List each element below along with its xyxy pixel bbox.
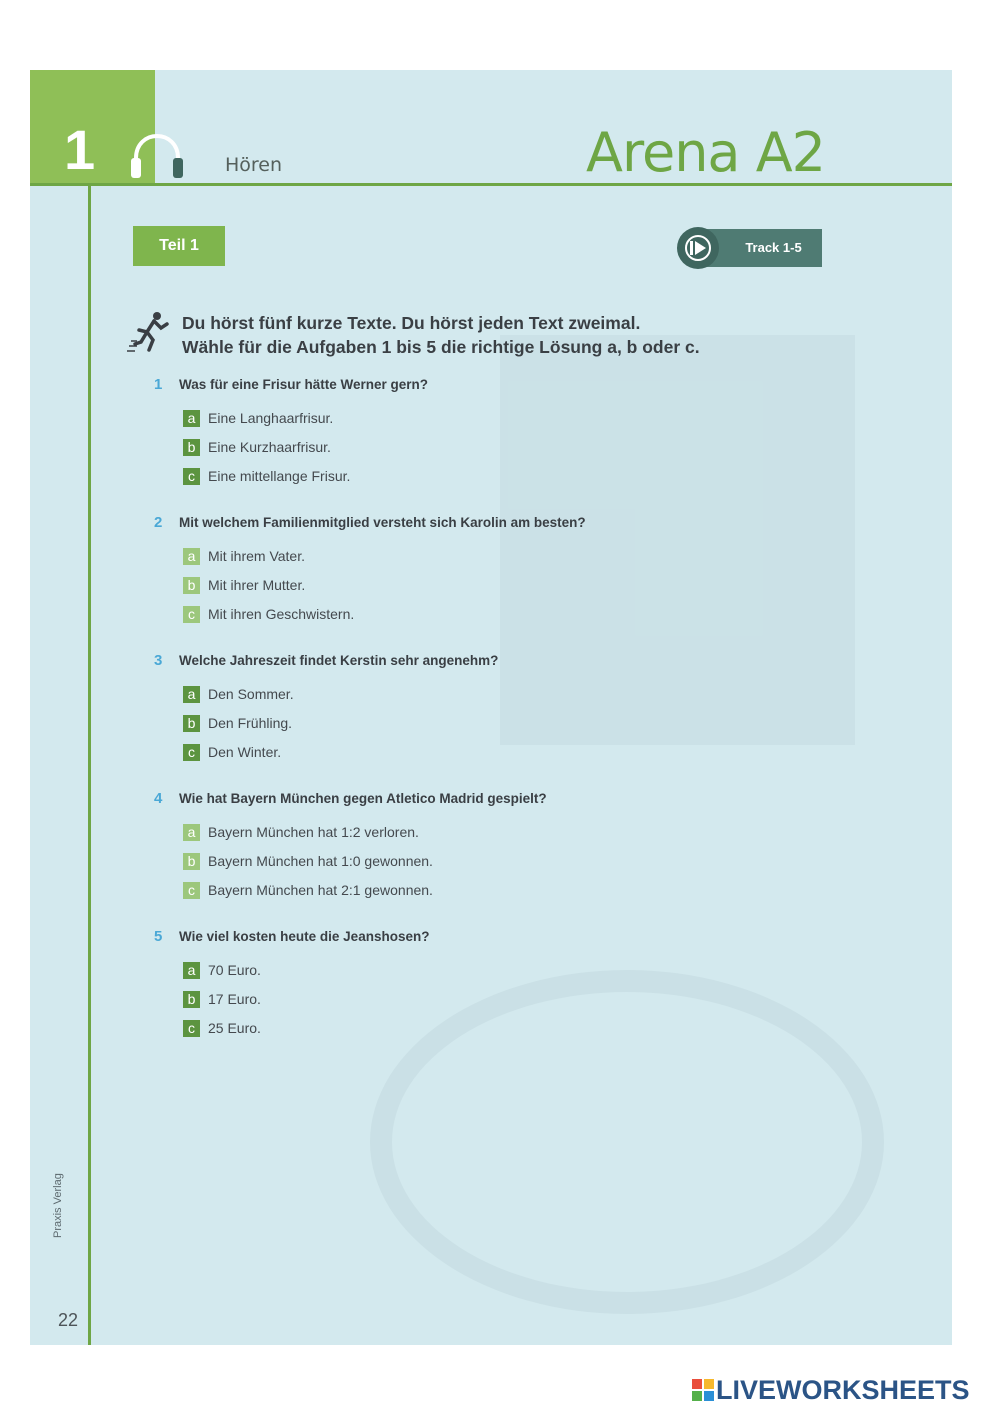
option-text: Mit ihrer Mutter.	[208, 577, 306, 593]
option-text: Eine Langhaarfrisur.	[208, 410, 334, 426]
track-play-circle[interactable]	[677, 227, 719, 269]
option-text: Bayern München hat 1:2 verloren.	[208, 824, 419, 840]
answer-option-3a[interactable]	[183, 682, 883, 711]
question-text: Welche Jahreszeit findet Kerstin sehr angenehm?	[179, 653, 499, 668]
answer-option-3c[interactable]	[183, 740, 883, 769]
left-margin-line	[88, 183, 91, 1345]
option-letter[interactable]: b	[183, 853, 200, 870]
option-letter[interactable]: a	[183, 686, 200, 703]
option-text: Den Winter.	[208, 744, 282, 760]
answer-option-5c[interactable]	[183, 1016, 883, 1045]
option-letter[interactable]: c	[183, 882, 200, 899]
option-text: Bayern München hat 2:1 gewonnen.	[208, 882, 433, 898]
track-label: Track 1-5	[745, 240, 802, 255]
instruction-line-2: Wähle für die Aufgaben 1 bis 5 die richtige Lösung a, b oder c.	[182, 337, 700, 357]
option-letter[interactable]: a	[183, 824, 200, 841]
option-text: 25 Euro.	[208, 1020, 261, 1036]
option-letter[interactable]: c	[183, 606, 200, 623]
question-list	[154, 376, 854, 1066]
worksheet-page	[30, 70, 952, 1345]
question-text: Wie viel kosten heute die Jeanshosen?	[179, 929, 430, 944]
option-letter[interactable]: b	[183, 715, 200, 732]
option-letter[interactable]: c	[183, 744, 200, 761]
answer-option-4b[interactable]	[183, 849, 883, 878]
question-number: 5	[154, 928, 163, 945]
answer-option-1c[interactable]	[183, 464, 883, 493]
option-text: Bayern München hat 1:0 gewonnen.	[208, 853, 433, 869]
answer-option-1a[interactable]	[183, 406, 883, 435]
page-number: 22	[58, 1310, 79, 1330]
answer-option-5a[interactable]	[183, 958, 883, 987]
option-letter[interactable]: c	[183, 1020, 200, 1037]
question-1	[154, 376, 854, 514]
option-text: 70 Euro.	[208, 962, 261, 978]
option-text: Den Sommer.	[208, 686, 294, 702]
option-text: Den Frühling.	[208, 715, 293, 731]
question-5	[154, 928, 854, 1066]
answer-option-4a[interactable]	[183, 820, 883, 849]
question-text: Was für eine Frisur hätte Werner gern?	[179, 377, 429, 392]
watermark-text: LIVEWORKSHEETS	[716, 1374, 970, 1405]
answer-option-3b[interactable]	[183, 711, 883, 740]
option-letter[interactable]: a	[183, 548, 200, 565]
question-text: Wie hat Bayern München gegen Atletico Madrid gespielt?	[179, 791, 547, 806]
section-title: Hören	[225, 154, 283, 176]
part-label: Teil 1	[133, 226, 225, 266]
publisher-label: Praxis Verlag	[52, 1173, 64, 1238]
answer-option-2b[interactable]	[183, 573, 883, 602]
answer-option-5b[interactable]	[183, 987, 883, 1016]
option-letter[interactable]: a	[183, 962, 200, 979]
option-letter[interactable]: b	[183, 439, 200, 456]
answer-option-2c[interactable]	[183, 602, 883, 631]
option-text: Mit ihrem Vater.	[208, 548, 305, 564]
answer-option-1b[interactable]	[183, 435, 883, 464]
answer-option-2a[interactable]	[183, 544, 883, 573]
unit-number: 1	[64, 118, 96, 181]
running-person-icon	[127, 310, 173, 356]
play-icon	[685, 235, 711, 261]
question-number: 4	[154, 790, 163, 807]
book-title: Arena A2	[586, 121, 825, 184]
question-4	[154, 790, 854, 928]
option-text: Mit ihren Geschwistern.	[208, 606, 355, 622]
instruction-text	[182, 311, 822, 359]
question-number: 3	[154, 652, 163, 669]
option-text: 17 Euro.	[208, 991, 261, 1007]
option-text: Eine Kurzhaarfrisur.	[208, 439, 331, 455]
headphones-icon	[128, 132, 186, 180]
liveworksheets-watermark	[692, 1372, 970, 1408]
option-letter[interactable]: b	[183, 991, 200, 1008]
question-2	[154, 514, 854, 652]
option-text: Eine mittellange Frisur.	[208, 468, 351, 484]
question-3	[154, 652, 854, 790]
question-number: 1	[154, 376, 163, 393]
option-letter[interactable]: a	[183, 410, 200, 427]
liveworksheets-logo-icon	[692, 1379, 714, 1401]
question-number: 2	[154, 514, 163, 531]
audio-track-button[interactable]	[677, 227, 822, 269]
question-text: Mit welchem Familienmitglied versteht sich Karolin am besten?	[179, 515, 586, 530]
option-letter[interactable]: c	[183, 468, 200, 485]
option-letter[interactable]: b	[183, 577, 200, 594]
instruction-line-1: Du hörst fünf kurze Texte. Du hörst jeden Text zweimal.	[182, 313, 641, 333]
answer-option-4c[interactable]	[183, 878, 883, 907]
